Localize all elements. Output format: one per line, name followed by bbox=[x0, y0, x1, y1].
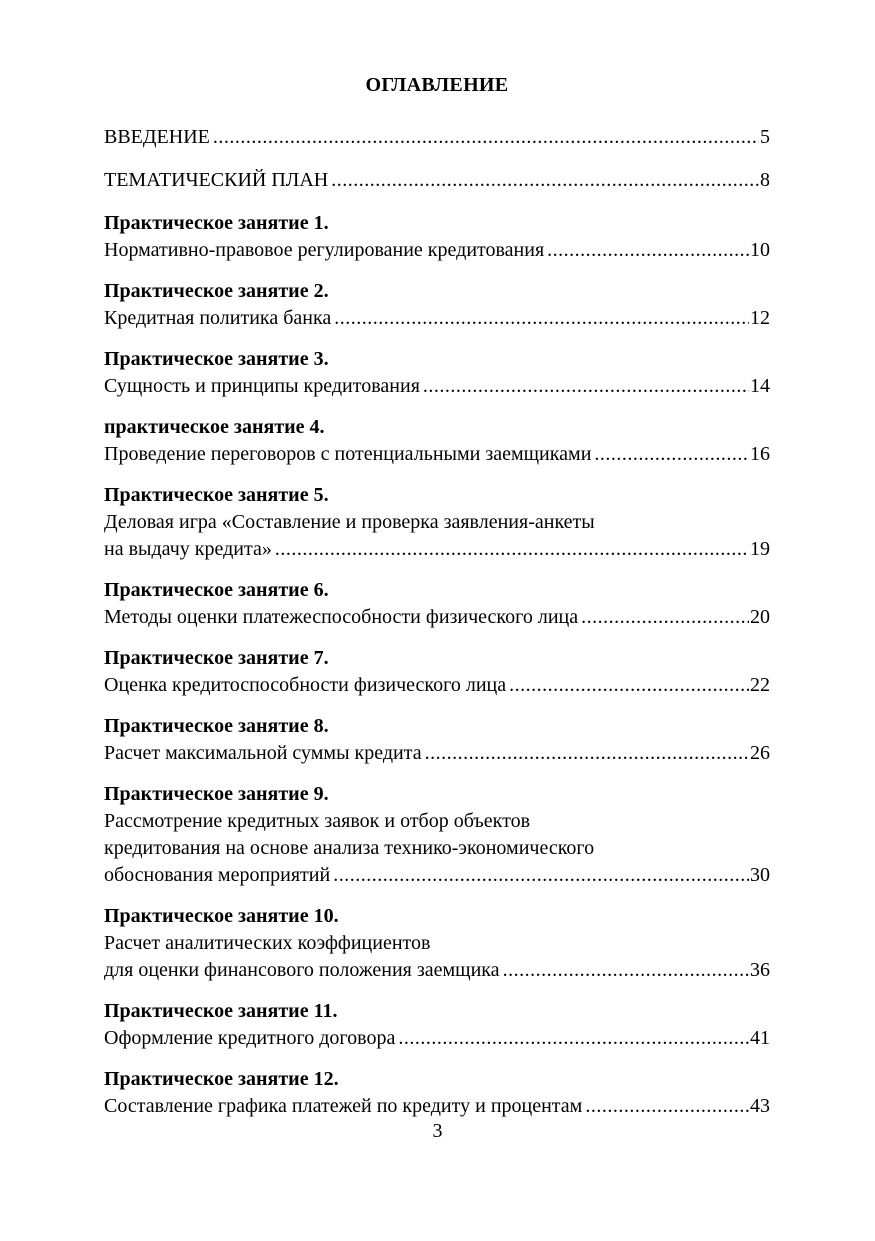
lesson-heading: практическое занятие 4. bbox=[104, 416, 325, 438]
lesson-heading: Практическое занятие 7. bbox=[104, 647, 329, 669]
toc-leader-line bbox=[104, 1093, 770, 1120]
toc-lesson-entry bbox=[104, 346, 770, 400]
lesson-title-line: Деловая игра «Составление и проверка заявления-анкеты bbox=[104, 511, 595, 533]
dot-leader bbox=[423, 373, 749, 400]
toc-page-number: 16 bbox=[750, 443, 770, 465]
toc-page-number: 12 bbox=[750, 307, 770, 329]
toc-page-number: 20 bbox=[750, 606, 770, 628]
toc-leader-line bbox=[104, 305, 770, 332]
toc-leader-line bbox=[104, 862, 770, 889]
dot-leader bbox=[594, 441, 749, 468]
dot-leader bbox=[425, 740, 749, 767]
dot-leader bbox=[509, 672, 749, 699]
toc-leader-line bbox=[104, 124, 770, 151]
lesson-title-line: Оценка кредитоспособности физического лица bbox=[104, 674, 507, 696]
toc-page-number: 10 bbox=[750, 239, 770, 261]
toc-leader-line bbox=[104, 373, 770, 400]
toc-lesson-entry bbox=[104, 210, 770, 264]
toc-lesson-entry bbox=[104, 1066, 770, 1120]
toc-page-number: 36 bbox=[750, 959, 770, 981]
lesson-heading: Практическое занятие 10. bbox=[104, 905, 339, 927]
toc-page-number: 8 bbox=[760, 169, 770, 191]
toc-page-number: 14 bbox=[750, 375, 770, 397]
page-number: 3 bbox=[432, 1120, 443, 1142]
lesson-heading: Практическое занятие 12. bbox=[104, 1068, 339, 1090]
dot-leader bbox=[275, 536, 749, 563]
dot-leader bbox=[547, 237, 749, 264]
toc-page-number: 41 bbox=[750, 1027, 770, 1049]
lesson-title-line: кредитования на основе анализа технико-экономического bbox=[104, 837, 595, 859]
dot-leader bbox=[331, 167, 759, 194]
table-of-contents bbox=[104, 124, 770, 1134]
lesson-title-line: Составление графика платежей по кредиту и процентам bbox=[104, 1095, 583, 1117]
toc-page-number: 26 bbox=[750, 742, 770, 764]
lesson-title-line: Кредитная политика банка bbox=[104, 307, 332, 329]
lesson-title-line: Расчет аналитических коэффициентов bbox=[104, 932, 431, 954]
toc-page-number: 43 bbox=[750, 1095, 770, 1117]
lesson-title-line: Методы оценки платежеспособности физического лица bbox=[104, 606, 579, 628]
dot-leader bbox=[213, 124, 759, 151]
lesson-heading: Практическое занятие 2. bbox=[104, 280, 329, 302]
lesson-title-line: для оценки финансового положения заемщика bbox=[104, 959, 500, 981]
toc-leader-line bbox=[104, 441, 770, 468]
toc-page-number: 19 bbox=[750, 538, 770, 560]
toc-lesson-entry bbox=[104, 278, 770, 332]
toc-lesson-entry bbox=[104, 414, 770, 468]
lesson-heading: Практическое занятие 5. bbox=[104, 484, 329, 506]
toc-leader-line bbox=[104, 957, 770, 984]
toc-leader-line bbox=[104, 536, 770, 563]
toc-leader-line bbox=[104, 672, 770, 699]
dot-leader bbox=[334, 305, 749, 332]
lesson-heading: Практическое занятие 11. bbox=[104, 1000, 338, 1022]
dot-leader bbox=[503, 957, 749, 984]
toc-entry-title: ТЕМАТИЧЕСКИЙ ПЛАН bbox=[104, 169, 329, 191]
lesson-heading: Практическое занятие 8. bbox=[104, 715, 329, 737]
toc-leader-line bbox=[104, 167, 770, 194]
toc-page-number: 30 bbox=[750, 864, 770, 886]
toc-lesson-entry bbox=[104, 713, 770, 767]
toc-lesson-entry bbox=[104, 781, 770, 889]
dot-leader bbox=[585, 1093, 749, 1120]
dot-leader bbox=[333, 862, 749, 889]
dot-leader bbox=[581, 604, 749, 631]
lesson-title-line: Рассмотрение кредитных заявок и отбор объектов bbox=[104, 810, 531, 832]
toc-leader-line bbox=[104, 1025, 770, 1052]
lesson-heading: Практическое занятие 9. bbox=[104, 783, 329, 805]
lesson-heading: Практическое занятие 1. bbox=[104, 212, 329, 234]
lesson-heading: Практическое занятие 3. bbox=[104, 348, 329, 370]
toc-lesson-entry bbox=[104, 577, 770, 631]
toc-lesson-entry bbox=[104, 482, 770, 563]
toc-lesson-entry bbox=[104, 998, 770, 1052]
toc-leader-line bbox=[104, 740, 770, 767]
lesson-title-line: Проведение переговоров с потенциальными заемщиками bbox=[104, 443, 592, 465]
dot-leader bbox=[398, 1025, 749, 1052]
toc-page-number: 22 bbox=[750, 674, 770, 696]
toc-page-number: 5 bbox=[760, 126, 770, 148]
lesson-title-line: Нормативно-правовое регулирование кредитования bbox=[104, 239, 545, 261]
toc-entry-title: ВВЕДЕНИЕ bbox=[104, 126, 210, 148]
lesson-title-line: Сущность и принципы кредитования bbox=[104, 375, 420, 397]
toc-leader-line bbox=[104, 237, 770, 264]
toc-entry bbox=[104, 167, 770, 194]
lesson-title-line: Оформление кредитного договора bbox=[104, 1027, 396, 1049]
page-title: ОГЛАВЛЕНИЕ bbox=[365, 74, 509, 96]
toc-lesson-entry bbox=[104, 645, 770, 699]
lesson-heading: Практическое занятие 6. bbox=[104, 579, 329, 601]
lesson-title-line: на выдачу кредита» bbox=[104, 538, 272, 560]
toc-lesson-entry bbox=[104, 903, 770, 984]
lesson-title-line: обоснования мероприятий bbox=[104, 864, 331, 886]
toc-entry bbox=[104, 124, 770, 151]
lesson-title-line: Расчет максимальной суммы кредита bbox=[104, 742, 422, 764]
toc-leader-line bbox=[104, 604, 770, 631]
